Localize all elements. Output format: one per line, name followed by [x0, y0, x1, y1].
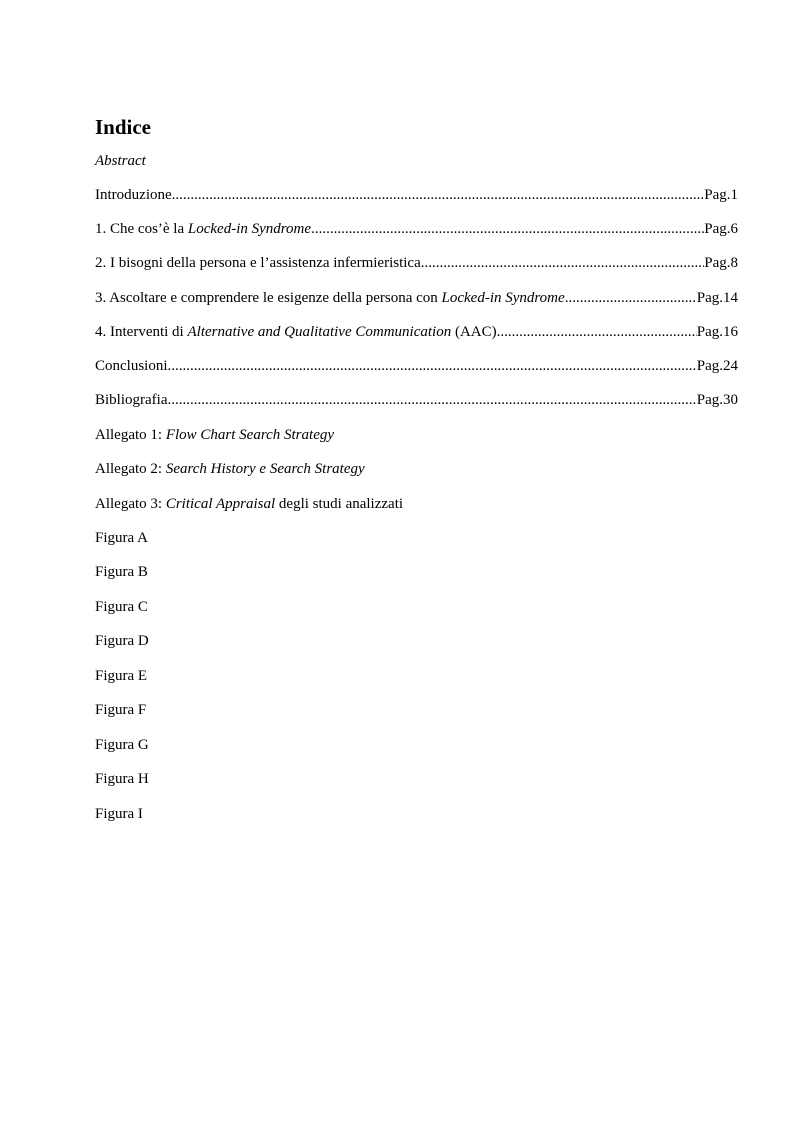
toc-figura-g: Figura G: [95, 737, 149, 753]
toc-figura-i: Figura I: [95, 806, 143, 822]
toc-page-number: Pag.24: [696, 358, 738, 374]
toc-figura-f: Figura F: [95, 702, 147, 718]
toc-figura-d: Figura D: [95, 633, 149, 649]
toc-allegato-3: Allegato 3: Critical Appraisal degli studi analizzati: [95, 496, 404, 512]
toc-page-number: Pag.6: [704, 221, 738, 237]
toc-entry-introduzione: Introduzione ..... Pag.1: [95, 185, 738, 205]
toc-page-number: Pag.8: [704, 255, 738, 271]
toc-allegato-2: Allegato 2: Search History e Search Strategy: [95, 461, 365, 477]
toc-allegato-1: Allegato 1: Flow Chart Search Strategy: [95, 427, 335, 443]
toc-leader: [172, 185, 705, 205]
toc-page-number: Pag.16: [696, 324, 738, 340]
toc-leader: [167, 390, 696, 410]
toc-figura-e: Figura E: [95, 668, 148, 684]
toc-entry-ascoltare: 3. Ascoltare e comprendere le esigenze della persona con Locked-in Syndrome ..... Pag.14: [95, 288, 738, 308]
toc-leader: [311, 219, 704, 239]
toc-entry-bibliografia: Bibliografia ..... Pag.30: [95, 390, 738, 410]
toc-entry-bisogni: 2. I bisogni della persona e l’assistenza infermieristica ..... Pag.8: [95, 253, 738, 273]
toc-page-number: Pag.1: [704, 187, 738, 203]
toc-entry-conclusioni: Conclusioni ..... Pag.24: [95, 356, 738, 376]
toc-figura-b: Figura B: [95, 564, 148, 580]
toc-abstract: Abstract: [95, 153, 146, 169]
page-title: Indice: [95, 115, 152, 139]
toc-leader: [168, 356, 697, 376]
toc-figura-h: Figura H: [95, 771, 149, 787]
toc-figura-c: Figura C: [95, 599, 148, 615]
toc-leader: [497, 322, 697, 342]
toc-entry-locked-in: 1. Che cos’è la Locked-in Syndrome ..... Pag.6: [95, 219, 738, 239]
toc-leader: [565, 288, 697, 308]
toc-leader: [421, 253, 705, 273]
toc-figura-a: Figura A: [95, 530, 148, 546]
toc-entry-interventi: 4. Interventi di Alternative and Qualitative Communication (AAC) ..... Pag.16: [95, 322, 738, 342]
toc-page-number: Pag.30: [696, 392, 738, 408]
toc-page-number: Pag.14: [696, 290, 738, 306]
